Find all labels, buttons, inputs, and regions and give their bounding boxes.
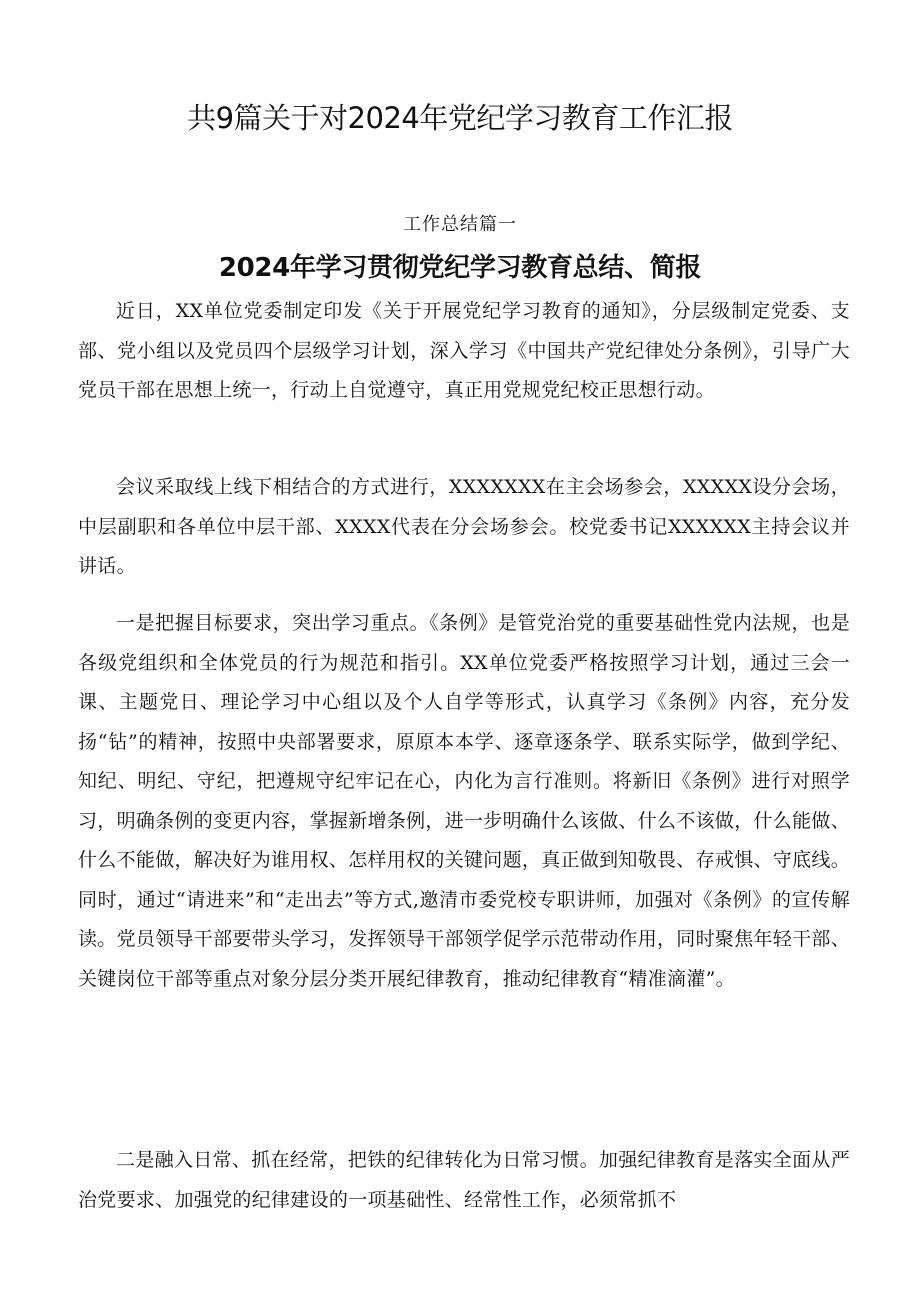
section-label: 工作总结篇一 [403,214,517,235]
paragraph-4: 二是融入日常、抓在经常，把铁的纪律转化为日常习惯。加强纪律教育是落实全面从严治党要求、加强党的纪律建设的一项基础性、经常性工作，必须常抓不 [78,1149,850,1211]
document-title: 共9篇关于对2024年党纪学习教育工作汇报 [187,101,733,135]
paragraph-2: 会议采取线上线下相结合的方式进行，XXXXXXX在主会场参会，XXXXX设分会场，中层副职和各单位中层干部、XXXX代表在分会场参会。校党委书记XXXXXX主持会议并讲话。 [78,476,850,577]
paragraph-1: 近日，XX单位党委制定印发《关于开展党纪学习教育的通知》，分层级制定党委、支部、党小组以及党员四个层级学习计划，深入学习《中国共产党纪律处分条例》，引导广大党员干部在思想上统一，行动上自觉遵守，真正用党规党纪校正思想行动。 [78,300,850,401]
section-title: 2024年学习贯彻党纪学习教育总结、简报 [218,253,702,283]
paragraph-3: 一是把握目标要求，突出学习重点。《条例》是管党治党的重要基础性党内法规，也是各级党组织和全体党员的行为规范和指引。XX单位党委严格按照学习计划，通过三会一课、主题党日、理论学习中心组以及个人自学等形式，认真学习《条例》内容，充分发扬“钻”的精神，按照中央部署要求，原原本本学、逐章逐条学、联系实际学，做到学纪、知纪、明纪、守纪，把遵规守纪牢记在心，内化为言行准则。将新旧《条例》进行对照学习，明确条例的变更内容，掌握新增条例，进一步明确什么该做、什么不该做，什么能做、什么不能做，解决好为谁用权、怎样用权的关键问题，真正做到知敬畏、存戒惧、守底线。同时，通过“请进来”和“走出去”等方式,邀清市委党校专职讲师，加强对《条例》的宣传解读。党员领导干部要带头学习，发挥领导干部领学促学示范带动作用，同时聚焦年轻干部、关键岗位干部等重点对象分层分类开展纪律教育，推动纪律教育“精准滴灌”。 [78,612,851,990]
